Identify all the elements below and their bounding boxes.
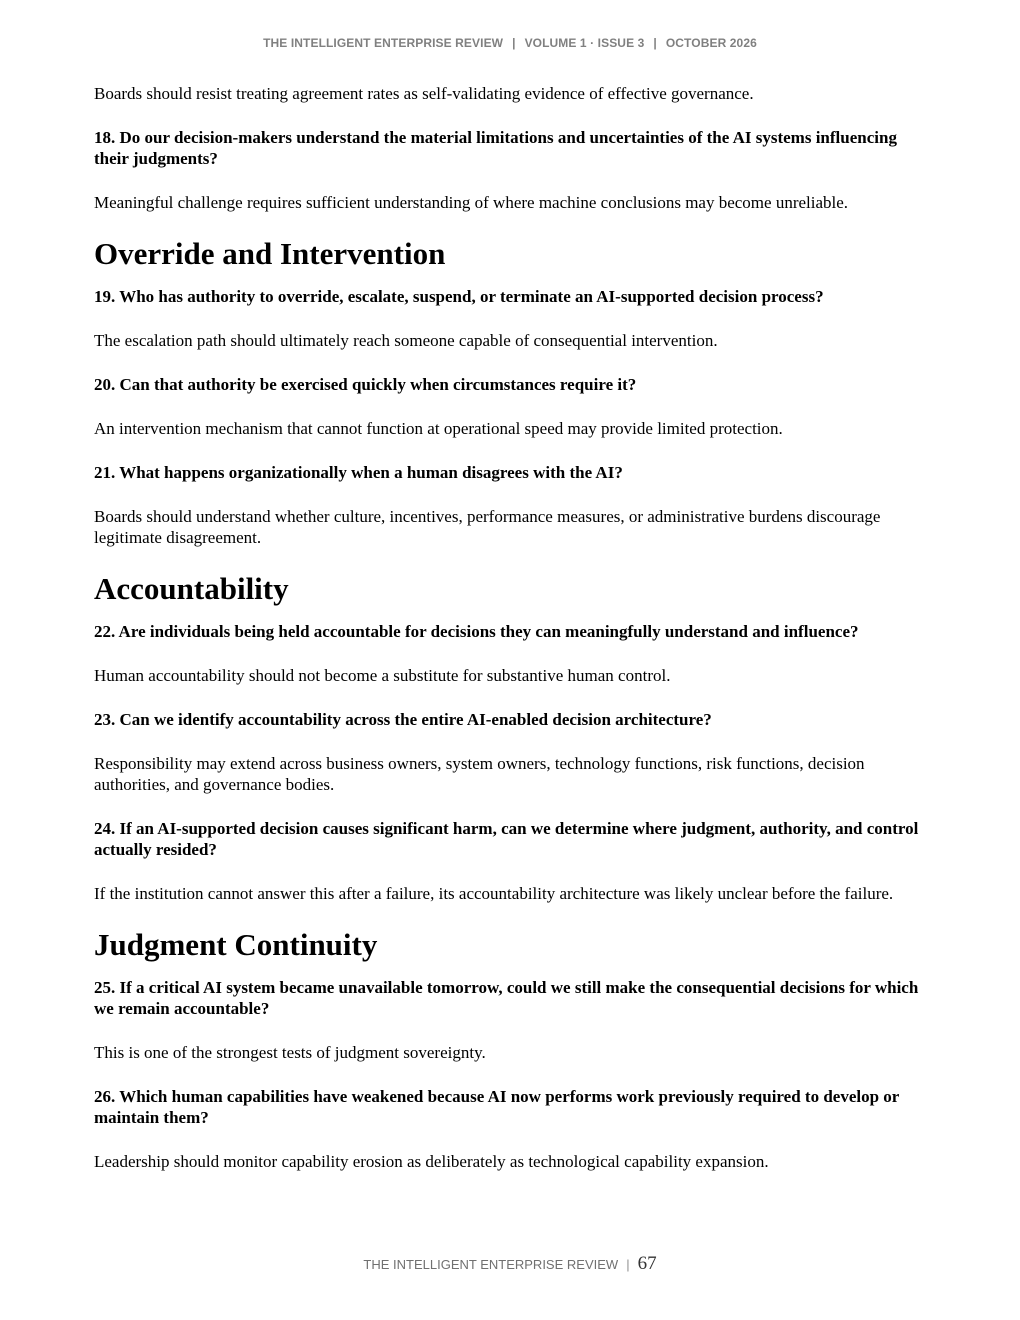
section-heading-override: Override and Intervention	[94, 236, 446, 271]
answer-22: Human accountability should not become a substitute for substantive human control.	[94, 666, 671, 685]
answer-23: Responsibility may extend across business owners, system owners, technology functions, risk functions, decision authorities, and governance bodies.	[94, 754, 865, 794]
answer-25: This is one of the strongest tests of judgment sovereignty.	[94, 1043, 486, 1062]
header-separator: |	[512, 36, 516, 50]
section-heading-accountability: Accountability	[94, 571, 289, 606]
footer-publication: THE INTELLIGENT ENTERPRISE REVIEW	[363, 1257, 619, 1272]
question-22: 22. Are individuals being held accountable for decisions they can meaningfully understand and influence?	[94, 622, 859, 641]
question-20: 20. Can that authority be exercised quickly when circumstances require it?	[94, 375, 637, 394]
header-separator: |	[653, 36, 657, 50]
running-header	[0, 35, 1020, 51]
footer-separator: |	[626, 1257, 630, 1272]
intro-paragraph: Boards should resist treating agreement rates as self-validating evidence of effective governance.	[94, 84, 754, 103]
answer-26: Leadership should monitor capability erosion as deliberately as technological capability expansion.	[94, 1152, 769, 1171]
article-body	[94, 83, 930, 1195]
answer-24: If the institution cannot answer this after a failure, its accountability architecture was likely unclear before the failure.	[94, 884, 894, 903]
header-date: OCTOBER 2026	[665, 36, 757, 50]
answer-18: Meaningful challenge requires sufficient understanding of where machine conclusions may become unreliable.	[94, 193, 849, 212]
question-19: 19. Who has authority to override, escalate, suspend, or terminate an AI-supported decision process?	[94, 287, 824, 306]
answer-19: The escalation path should ultimately reach someone capable of consequential intervention.	[94, 331, 718, 350]
question-24: 24. If an AI-supported decision causes significant harm, can we determine where judgment, authority, and control actually resided?	[94, 819, 919, 859]
running-footer	[0, 1253, 1020, 1276]
header-publication: THE INTELLIGENT ENTERPRISE REVIEW	[263, 36, 504, 50]
answer-21: Boards should understand whether culture, incentives, performance measures, or administrative burdens discourage legitimate disagreement.	[94, 507, 881, 547]
section-heading-continuity: Judgment Continuity	[94, 927, 378, 962]
header-issue: VOLUME 1 · ISSUE 3	[524, 36, 645, 50]
answer-20: An intervention mechanism that cannot function at operational speed may provide limited protection.	[94, 419, 783, 438]
question-21: 21. What happens organizationally when a human disagrees with the AI?	[94, 463, 623, 482]
page-number: 67	[637, 1253, 657, 1274]
question-26: 26. Which human capabilities have weakened because AI now performs work previously required to develop or maintain them?	[94, 1087, 900, 1127]
question-25: 25. If a critical AI system became unavailable tomorrow, could we still make the consequential decisions for which we remain accountable?	[94, 978, 919, 1018]
question-18: 18. Do our decision-makers understand the material limitations and uncertainties of the AI systems influencing their judgments?	[94, 128, 897, 168]
question-23: 23. Can we identify accountability across the entire AI-enabled decision architecture?	[94, 710, 712, 729]
